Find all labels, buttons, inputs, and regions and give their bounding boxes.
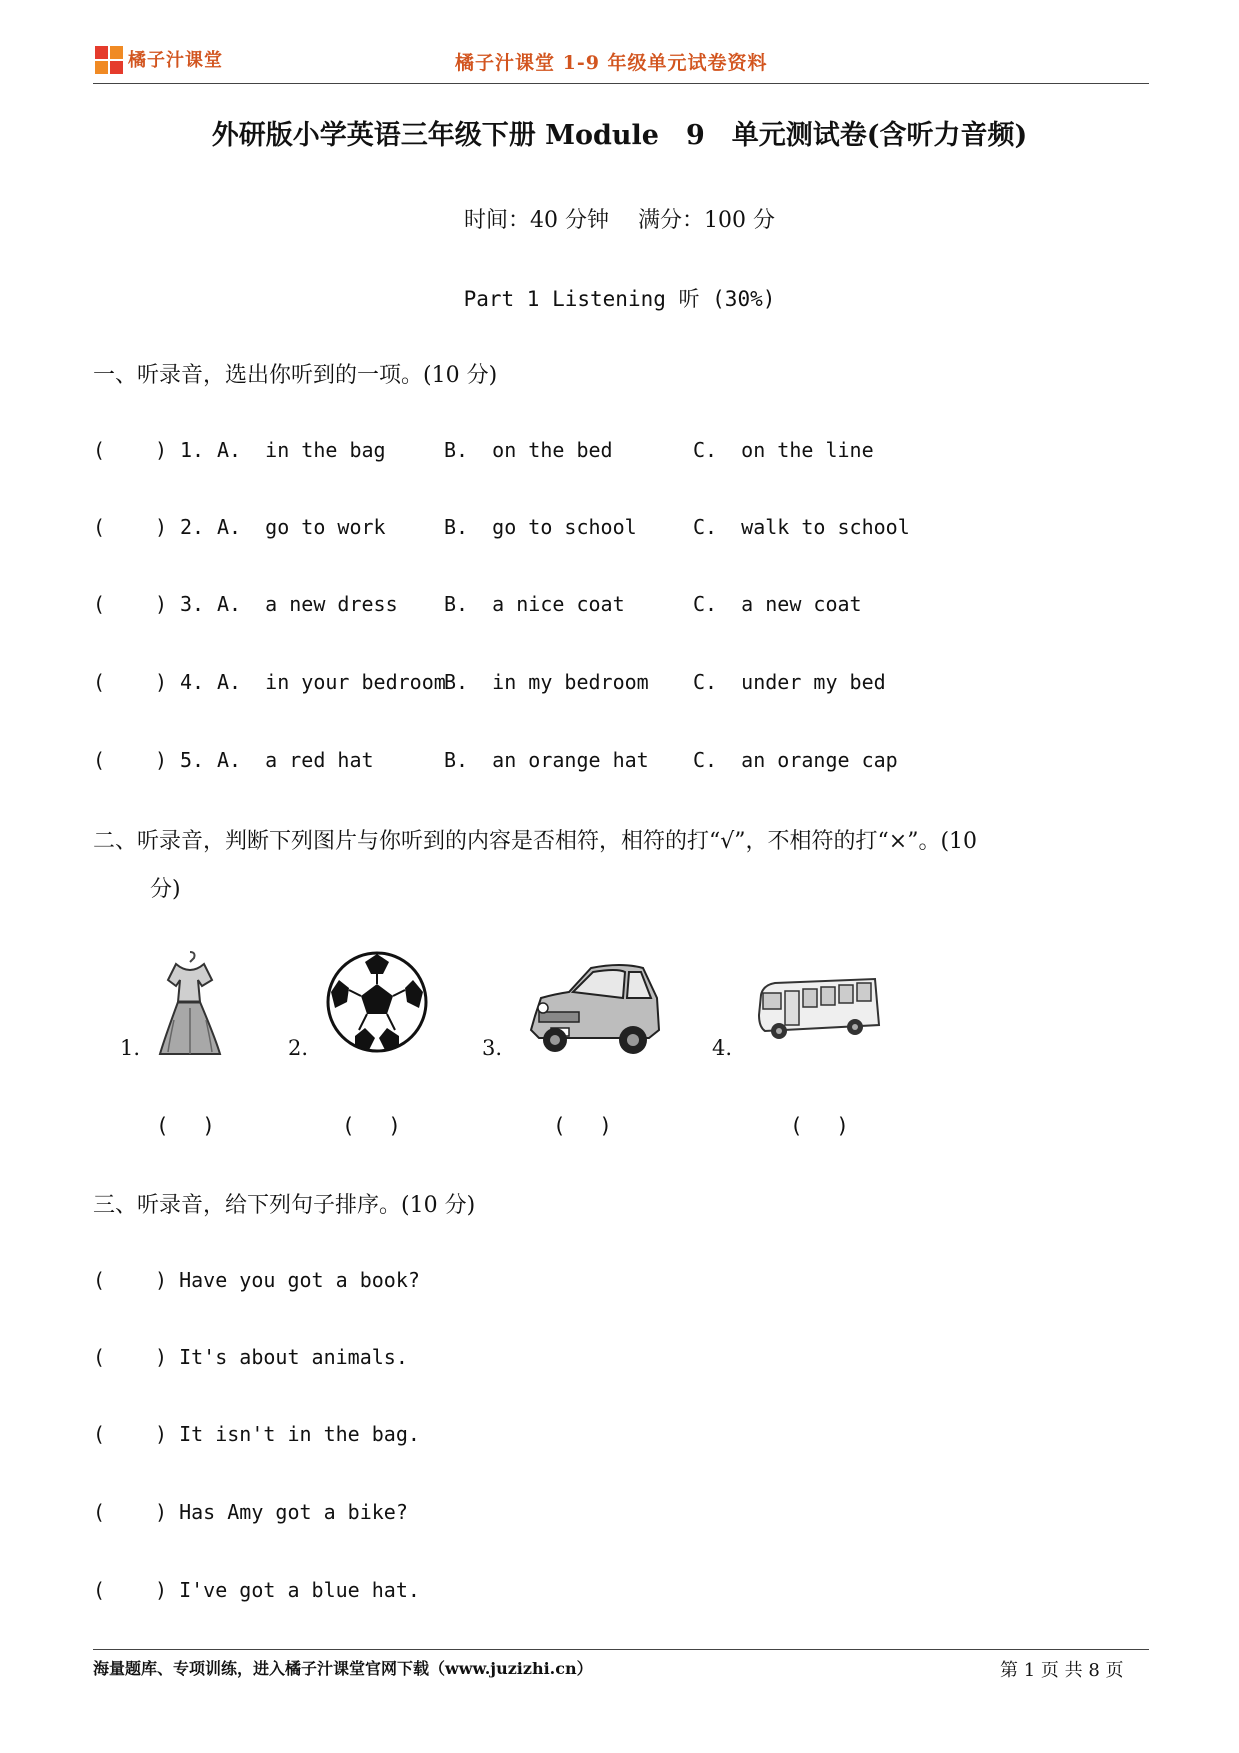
option-c: C. on the line (693, 438, 874, 462)
answer-blank: ( ) (790, 1114, 849, 1138)
paren-open: ( (93, 515, 106, 539)
logo-text: 橘子汁课堂 (128, 50, 223, 71)
question-number: 2. (180, 515, 205, 539)
paren-open: ( (93, 670, 106, 694)
option-a: A. a red hat (217, 748, 374, 772)
option-a: A. in the bag (217, 438, 386, 462)
option-b: B. in my bedroom (444, 670, 649, 694)
question-number: 4. (180, 670, 205, 694)
section2-title: 二、听录音，判断下列图片与你听到的内容是否相符，相符的打“√”，不相符的打“×”。(10 (93, 829, 978, 854)
answer-blank: ( ) (342, 1114, 401, 1138)
question-number: 1. (180, 438, 205, 462)
answer-blank: ( ) (156, 1114, 215, 1138)
option-a: A. in your bedroom (217, 670, 446, 694)
sentence: ) Have you got a book? (155, 1268, 420, 1292)
option-a: A. a new dress (217, 592, 398, 616)
option-c: C. a new coat (693, 592, 862, 616)
bus-icon (755, 975, 885, 1045)
paren-open: ( (93, 438, 106, 462)
header-title: 橘子汁课堂 1-9 年级单元试卷资料 (455, 52, 768, 74)
paren-close: ) (155, 748, 168, 772)
paren-open: ( (93, 1345, 106, 1369)
question-number: 3. (180, 592, 205, 616)
exam-info: 时间：40 分钟 满分：100 分 (464, 208, 775, 233)
picture-label: 4. (712, 1036, 733, 1060)
paren-open: ( (93, 1500, 106, 1524)
footer-promo: 海量题库、专项训练，进入橘子汁课堂官网下载（www.juzizhi.cn） (93, 1659, 593, 1678)
part-heading: Part 1 Listening 听 (30%) (463, 287, 776, 311)
dress-icon (150, 950, 230, 1060)
sentence: ) I've got a blue hat. (155, 1578, 420, 1602)
option-c: C. an orange cap (693, 748, 898, 772)
logo-icon (95, 46, 125, 76)
section3-title: 三、听录音，给下列句子排序。(10 分) (93, 1193, 476, 1218)
section2-title-cont: 分) (150, 877, 181, 902)
sentence: ) It isn't in the bag. (155, 1422, 420, 1446)
car-icon (525, 958, 665, 1058)
footer-divider (93, 1649, 1149, 1650)
paren-open: ( (93, 592, 106, 616)
sentence: ) Has Amy got a bike? (155, 1500, 408, 1524)
sentence: ) It's about animals. (155, 1345, 408, 1369)
paren-close: ) (155, 670, 168, 694)
header-divider (93, 83, 1149, 84)
option-b: B. an orange hat (444, 748, 649, 772)
paren-open: ( (93, 1578, 106, 1602)
picture-label: 3. (482, 1036, 503, 1060)
option-b: B. go to school (444, 515, 637, 539)
paren-open: ( (93, 1422, 106, 1446)
option-b: B. a nice coat (444, 592, 625, 616)
option-b: B. on the bed (444, 438, 613, 462)
option-c: C. walk to school (693, 515, 910, 539)
section1-title: 一、听录音，选出你听到的一项。(10 分) (93, 363, 498, 388)
paren-open: ( (93, 1268, 106, 1292)
page-number: 第 1 页 共 8 页 (1000, 1660, 1124, 1681)
paren-close: ) (155, 592, 168, 616)
paren-close: ) (155, 515, 168, 539)
football-icon (325, 950, 429, 1054)
paren-open: ( (93, 748, 106, 772)
paren-close: ) (155, 438, 168, 462)
picture-label: 1. (120, 1036, 141, 1060)
option-a: A. go to work (217, 515, 386, 539)
picture-label: 2. (288, 1036, 309, 1060)
answer-blank: ( ) (553, 1114, 612, 1138)
question-number: 5. (180, 748, 205, 772)
document-title: 外研版小学英语三年级下册 Module 9 单元测试卷(含听力音频) (211, 120, 1028, 151)
option-c: C. under my bed (693, 670, 886, 694)
